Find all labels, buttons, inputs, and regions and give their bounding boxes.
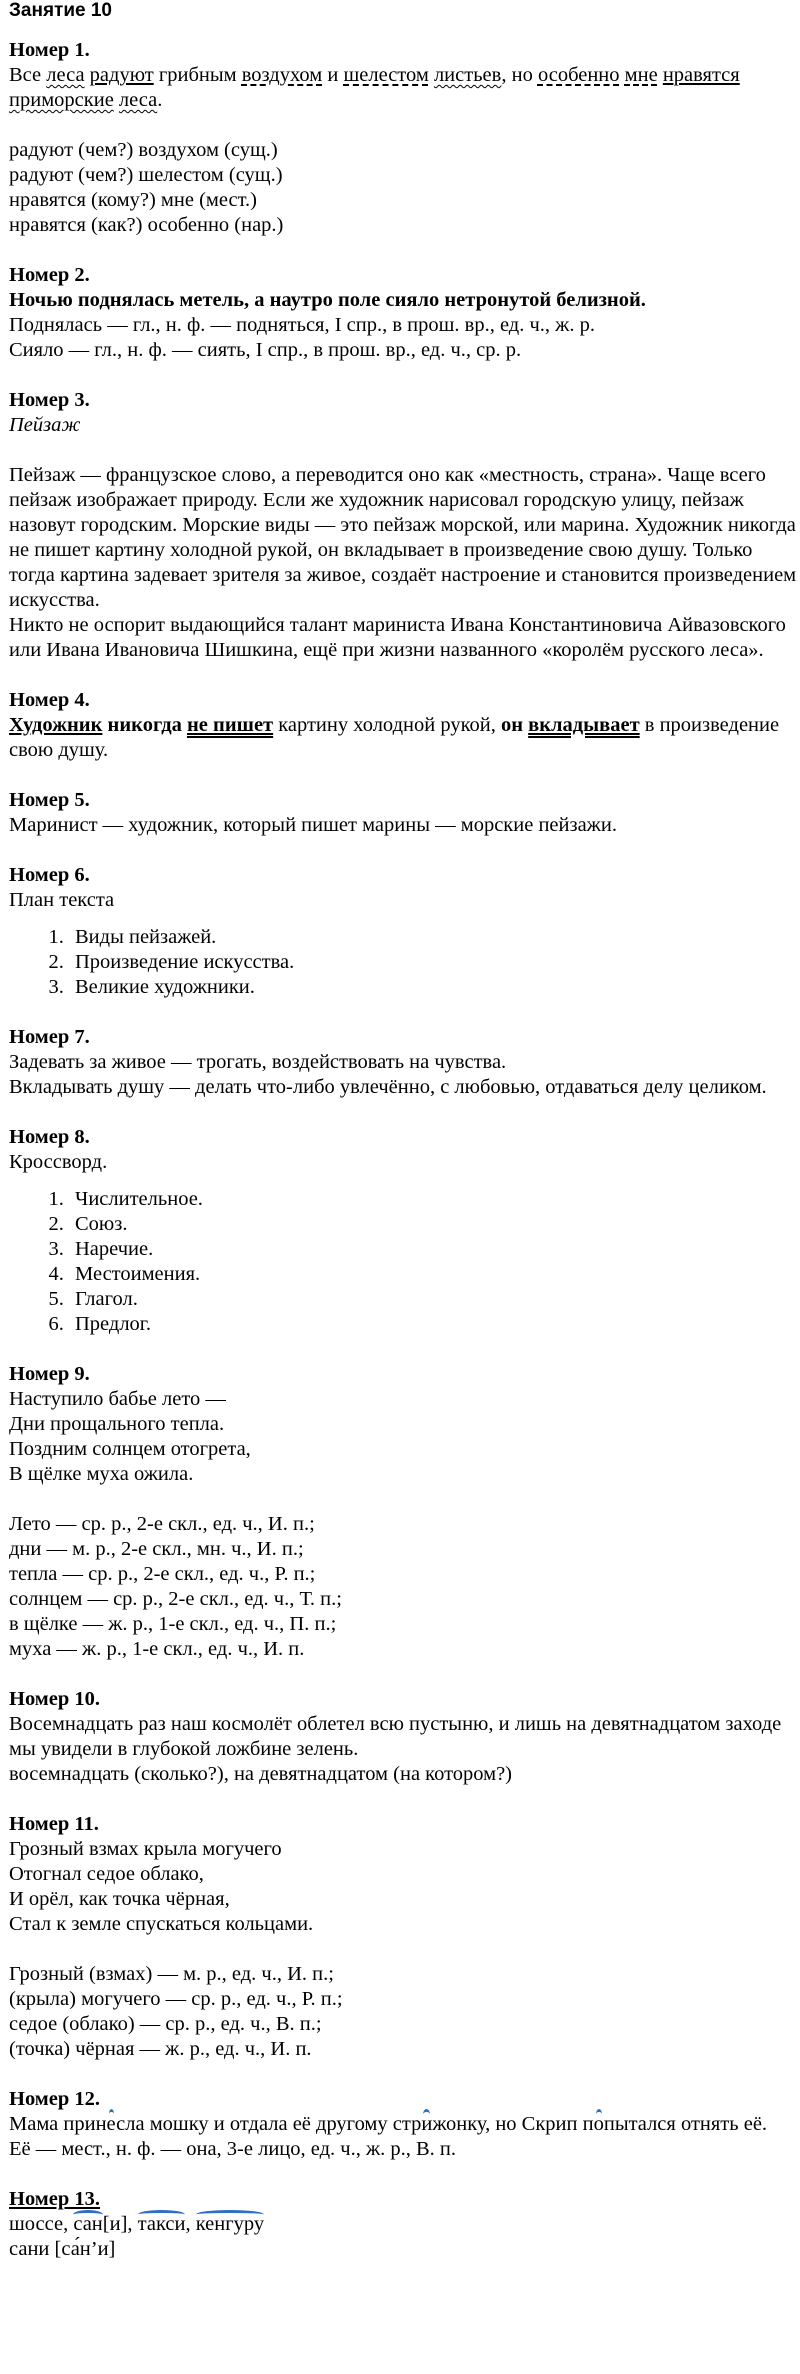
list-item: 2. Произведение искусства. — [69, 950, 800, 975]
analysis-line: Поднялась — гл., н. ф. — подняться, I спр., в прош. вр., ед. ч., ж. р. — [9, 314, 595, 336]
analysis-line: Грозный (взмах) — м. р., ед. ч., И. п.; — [9, 1963, 334, 1985]
word: Все — [9, 64, 47, 86]
task-11-heading: Номер 11. — [9, 1813, 99, 1835]
spacer — [9, 438, 800, 463]
word: нравятся — [662, 64, 740, 86]
paragraph: Никто не оспорит выдающийся талант мариниста Ивана Константиновича Айвазовского или Ивана Ивановича Шишкина, ещё при жизни названного «королём русского леса». — [9, 614, 786, 661]
task-2-sentence: Ночью поднялась метель, а наутро поле сияло нетронутой белизной. — [9, 289, 646, 311]
plan-list — [9, 925, 800, 1000]
spacer — [9, 1487, 800, 1512]
word: [и], — [102, 2213, 138, 2235]
analysis-line: тепла — ср. р., 2-е скл., ед. ч., Р. п.; — [9, 1563, 316, 1585]
list-item: 5. Глагол. — [69, 1287, 800, 1312]
task-13 — [9, 2187, 800, 2262]
poem-line: Наступило бабье лето — — [9, 1388, 226, 1410]
task-5-heading: Номер 5. — [9, 789, 90, 811]
answer-line: Маринист — художник, который пишет марины — морские пейзажи. — [9, 814, 617, 836]
answer-line: Вкладывать душу — делать что-либо увлечённо, с любовью, отдаваться делу целиком. — [9, 1076, 767, 1098]
poem-line: В щёлке муха ожила. — [9, 1463, 194, 1485]
spacer — [9, 1937, 800, 1962]
page-title: Занятие 10 — [9, 0, 112, 21]
task-2 — [9, 263, 800, 363]
analysis-line: (крыла) могучего — ср. р., ед. ч., Р. п.; — [9, 1988, 343, 2010]
word: картину холодной рукой, — [273, 714, 501, 736]
poem-line: Грозный взмах крыла могучего — [9, 1838, 282, 1860]
analysis-line: Сияло — гл., н. ф. — сиять, I спр., в прош. вр., ед. ч., ср. р. — [9, 339, 522, 361]
word: шоссе, — [9, 2213, 74, 2235]
stress-letter: и — [421, 2113, 433, 2135]
word: шелестом — [343, 64, 429, 86]
word: , но — [501, 64, 538, 86]
task-12 — [9, 2087, 800, 2162]
word: в произведение свою душу. — [9, 714, 780, 761]
analysis-line: Её — мест., н. ф. — она, 3-е лицо, ед. ч., ж. р., В. п. — [9, 2138, 457, 2160]
word: радуют — [89, 64, 154, 86]
text-title: Пейзаж — [9, 414, 81, 436]
list-item: 1. Числительное. — [69, 1187, 800, 1212]
analysis-line: нравятся (как?) особенно (нар.) — [9, 214, 284, 236]
stress-letter: о — [593, 2113, 604, 2135]
text-fragment: жонку, но Скрип п — [432, 2113, 594, 2135]
list-item: 3. Наречие. — [69, 1237, 800, 1262]
analysis-line: муха — ж. р., 1-е скл., ед. ч., И. п. — [9, 1638, 305, 1660]
list-intro: План текста — [9, 889, 115, 911]
predicate-word: не пишет — [186, 714, 274, 736]
word: леса — [46, 64, 85, 86]
word: воздухом — [241, 64, 323, 86]
analysis-line: дни — м. р., 2-е скл., мн. ч., И. п.; — [9, 1538, 304, 1560]
predicate-word: вкладывает — [528, 714, 640, 736]
analysis-line: нравятся (кому?) мне (мест.) — [9, 189, 257, 211]
list-item: 3. Великие художники. — [69, 975, 800, 1000]
task-10-heading: Номер 10. — [9, 1688, 101, 1710]
root-word: сан — [73, 2213, 103, 2235]
word: . — [157, 89, 163, 111]
task-10 — [9, 1687, 800, 1787]
word: особенно — [537, 64, 620, 86]
task-3 — [9, 388, 800, 663]
word: , — [185, 2213, 196, 2235]
task-7-heading: Номер 7. — [9, 1026, 90, 1048]
word: мне — [624, 64, 658, 86]
word: приморские — [9, 89, 114, 111]
task-12-sentence — [9, 2112, 800, 2137]
root-word: такси — [137, 2213, 186, 2235]
task-4-heading: Номер 4. — [9, 689, 90, 711]
analysis-line: Лето — ср. р., 2-е скл., ед. ч., И. п.; — [9, 1513, 315, 1535]
task-5 — [9, 788, 800, 838]
task-9 — [9, 1362, 800, 1662]
word: и — [322, 64, 344, 86]
analysis-line: солнцем — ср. р., 2-е скл., ед. ч., Т. п.; — [9, 1588, 342, 1610]
subject-word: он — [500, 714, 524, 736]
answer-line: восемнадцать (сколько?), на девятнадцатом (на котором?) — [9, 1763, 513, 1785]
analysis-line: седое (облако) — ср. р., ед. ч., В. п.; — [9, 2013, 322, 2035]
transcription-line: сани [са́н’и] — [9, 2238, 116, 2260]
text-fragment: Мама прин — [9, 2113, 107, 2135]
list-item: 6. Предлог. — [69, 1312, 800, 1337]
list-item: 1. Виды пейзажей. — [69, 925, 800, 950]
analysis-line: радуют (чем?) шелестом (сущ.) — [9, 164, 283, 186]
poem-line: Дни прощального тепла. — [9, 1413, 225, 1435]
subject-word: Художник — [9, 714, 103, 736]
task-4-sentence — [9, 713, 800, 763]
poem-line: Отогнал седое облако, — [9, 1863, 204, 1885]
analysis-line: в щёлке — ж. р., 1-е скл., ед. ч., П. п.; — [9, 1613, 337, 1635]
task-6 — [9, 863, 800, 1000]
word: леса — [118, 89, 158, 111]
analysis-line: радуют (чем?) воздухом (сущ.) — [9, 139, 278, 161]
poem-line: Стал к земле спускаться кольцами. — [9, 1913, 314, 1935]
list-item: 4. Местоимения. — [69, 1262, 800, 1287]
list-item: 2. Союз. — [69, 1212, 800, 1237]
word: листьев — [433, 64, 502, 86]
poem-line: И орёл, как точка чёрная, — [9, 1888, 230, 1910]
task-2-heading: Номер 2. — [9, 264, 90, 286]
text-fragment: пытался отнять её. — [603, 2113, 768, 2135]
list-intro: Кроссворд. — [9, 1151, 108, 1173]
task-7 — [9, 1025, 800, 1100]
text-fragment: сла мошку и отдала её другому стр — [116, 2113, 422, 2135]
task-1 — [9, 38, 800, 238]
task-1-heading: Номер 1. — [9, 39, 90, 61]
root-word: кенгуру — [195, 2213, 265, 2235]
word: никогда — [102, 714, 187, 736]
analysis-line: (точка) чёрная — ж. р., ед. ч., И. п. — [9, 2038, 312, 2060]
crossword-list — [9, 1187, 800, 1337]
task-6-heading: Номер 6. — [9, 864, 90, 886]
task-8-heading: Номер 8. — [9, 1126, 90, 1148]
answer-line: Восемнадцать раз наш космолёт облетел всю пустыню, и лишь на девятнадцатом заходе мы увидели в глубокой ложбине зелень. — [9, 1713, 782, 1760]
task-8 — [9, 1125, 800, 1337]
task-4 — [9, 688, 800, 763]
paragraph: Пейзаж — французское слово, а переводится оно как «местность, страна». Чаще всего пейзаж изображает природу. Если же художник нарисовал городскую улицу, пейзаж назовут городским. Морские виды — это пейзаж морской, или марина. Художник никогда не пишет картину холодной рукой, он вкладывает в произведение свою душу. Только тогда картина задевает зрителя за живое, создаёт настроение и становится произведением искусства. — [9, 464, 797, 611]
spacer — [9, 113, 800, 138]
task-1-sentence — [9, 63, 800, 113]
task-9-heading: Номер 9. — [9, 1363, 90, 1385]
word-line — [9, 2212, 800, 2237]
poem-line: Поздним солнцем отогрета, — [9, 1438, 251, 1460]
task-11 — [9, 1812, 800, 2062]
stress-letter: е — [106, 2113, 117, 2135]
answer-line: Задевать за живое — трогать, воздействовать на чувства. — [9, 1051, 507, 1073]
word: грибным — [153, 64, 242, 86]
task-12-heading: Номер 12. — [9, 2088, 101, 2110]
task-3-heading: Номер 3. — [9, 389, 90, 411]
task-13-heading: Номер 13. — [9, 2188, 101, 2210]
